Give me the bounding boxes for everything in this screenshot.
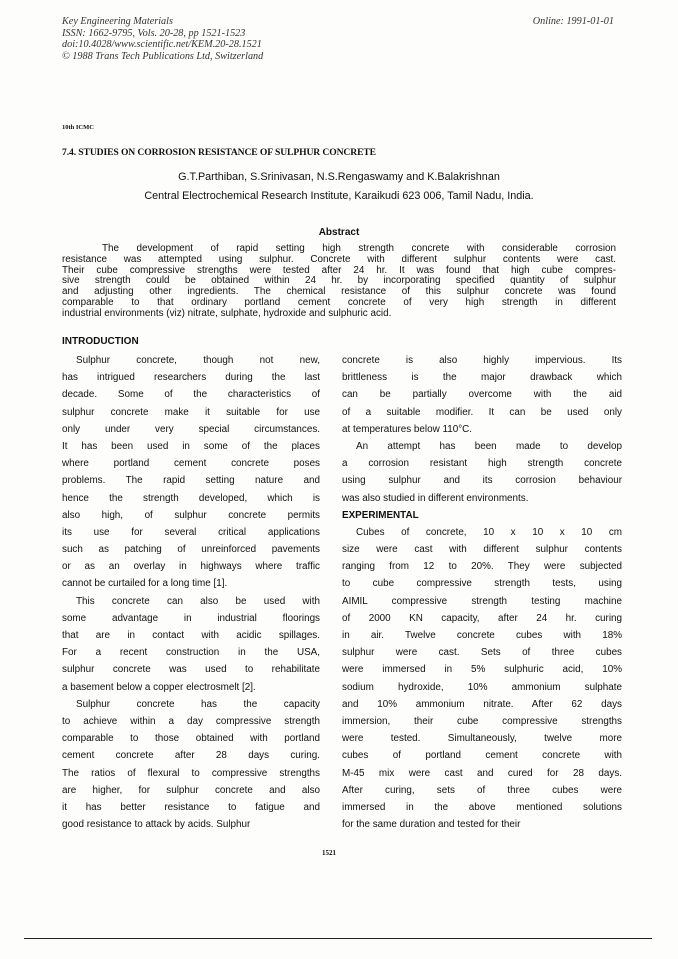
- text-line: immersed in the above mentioned solutions: [342, 801, 622, 813]
- text-line: its use for several critical applications: [62, 526, 320, 538]
- text-line: some advantage in industrial floorings: [62, 612, 320, 624]
- text-line: has intrigued researchers during the last: [62, 372, 320, 384]
- text-line: or as an overlay in highways where traffic: [62, 561, 320, 573]
- issn-line: ISSN: 1662-9795, Vols. 20-28, pp 1521-1523: [62, 27, 246, 39]
- text-line: This concrete can also be used with: [76, 595, 320, 607]
- text-line: for the same duration and tested for their: [342, 819, 521, 831]
- text-line: can be partially overcome with the aid: [342, 389, 622, 401]
- text-line: Sulphur concrete has the capacity: [76, 698, 320, 710]
- text-line: For a recent construction in the USA,: [62, 647, 320, 659]
- text-line: The ratios of flexural to compressive strengths: [62, 767, 320, 779]
- text-line: also high, of sulphur concrete permits: [62, 509, 320, 521]
- affiliation: Central Electrochemical Research Institute, Karaikudi 623 006, Tamil Nadu, India.: [144, 190, 534, 202]
- text-line: Cubes of concrete, 10 x 10 x 10 cm: [356, 526, 622, 538]
- text-line: such as patching of unreinforced pavements: [62, 544, 320, 556]
- text-line: it has better resistance to fatigue and: [62, 801, 320, 813]
- text-line: sulphur were cast. Sets of three cubes: [342, 647, 622, 659]
- text-line: that are in contact with acidic spillages.: [62, 630, 320, 641]
- abstract-line: resistance was attempted using sulphur. Concrete with different sulphur contents were cast.: [62, 253, 616, 265]
- text-line: cannot be curtailed for a long time [1].: [62, 578, 228, 590]
- authors: G.T.Parthiban, S.Srinivasan, N.S.Rengaswamy and K.Balakrishnan: [178, 171, 500, 183]
- online-date: Online: 1991-01-01: [532, 16, 614, 27]
- text-line: concrete is also highly impervious. Its: [342, 355, 622, 366]
- text-line: of 2000 KN capacity, after 24 hr. curing: [342, 612, 622, 624]
- text-line: sulphur concrete make it suitable for use: [62, 406, 320, 418]
- text-line: using sulphur and its corrosion behaviour: [342, 475, 622, 487]
- text-line: was also studied in different environments.: [342, 492, 529, 504]
- abstract-line: Their cube compressive strengths were tested after 24 hr. It was found that high cube compres-: [62, 264, 616, 276]
- text-line: size were cast with different sulphur contents: [342, 544, 622, 556]
- text-line: sodium hydroxide, 10% ammonium sulphate: [342, 681, 622, 693]
- text-line: at temperatures below 110°C.: [342, 423, 473, 435]
- text-line: where portland cement concrete poses: [62, 458, 320, 470]
- text-line: immersion, their cube compressive strengths: [342, 715, 622, 727]
- text-line: were tested. Simultaneously, twelve more: [342, 733, 622, 745]
- text-line: It has been used in some of the places: [62, 440, 320, 452]
- conference-mark: 10th ICMC: [62, 124, 94, 131]
- copyright-line: © 1988 Trans Tech Publications Ltd, Switzerland: [62, 50, 264, 62]
- text-line: were immersed in 5% sulphuric acid, 10%: [342, 664, 622, 676]
- text-line: are higher, for sulphur concrete and also: [62, 784, 320, 796]
- text-line: cement concrete after 28 days curing.: [62, 750, 320, 762]
- text-line: comparable to those obtained with portland: [62, 733, 320, 745]
- abstract-line: industrial environments (viz) nitrate, sulphate, hydroxide and sulphuric acid.: [62, 307, 392, 319]
- text-line: only under very special circumstances.: [62, 423, 320, 435]
- abstract-line: comparable to that ordinary portland cement concrete of very high strength in different: [62, 296, 616, 308]
- text-line: decade. Some of the characteristics of: [62, 389, 320, 401]
- text-line: brittleness is the major drawback which: [342, 372, 622, 384]
- text-line: M-45 mix were cast and cured for 28 days.: [342, 767, 622, 779]
- text-line: and 10% ammonium nitrate. After 62 days: [342, 698, 622, 710]
- text-line: of a suitable modifier. It can be used only: [342, 406, 622, 418]
- doi-line: doi:10.4028/www.scientific.net/KEM.20-28.1521: [62, 39, 262, 51]
- journal-name: Key Engineering Materials: [62, 16, 173, 27]
- text-line: Sulphur concrete, though not new,: [76, 355, 320, 366]
- text-line: cubes of portland cement concrete with: [342, 750, 622, 762]
- text-line: a corrosion resistant high strength concrete: [342, 458, 622, 470]
- text-line: to cube compressive strength tests, using: [342, 578, 622, 590]
- text-line: ranging from 12 to 20%. They were subjected: [342, 561, 622, 573]
- introduction-heading: INTRODUCTION: [62, 336, 139, 347]
- abstract-body: [62, 244, 616, 320]
- text-line: problems. The rapid setting nature and: [62, 475, 320, 487]
- left-text-column: [62, 352, 320, 833]
- abstract-line: and adjusting other ingredients. The chemical resistance of this sulphur concrete was found: [62, 286, 616, 298]
- text-line: good resistance to attack by acids. Sulphur: [62, 819, 251, 831]
- abstract-line: sive strength could be obtained within 24 hr. by incorporating specified quantity of sulphur: [62, 275, 616, 287]
- journal-header: [62, 16, 263, 62]
- page-number: 1521: [322, 849, 336, 857]
- right-text-column: [342, 352, 622, 833]
- paper-title: 7.4. STUDIES ON CORROSION RESISTANCE OF SULPHUR CONCRETE: [62, 147, 376, 158]
- text-line: An attempt has been made to develop: [356, 440, 622, 452]
- section-heading: EXPERIMENTAL: [342, 509, 419, 521]
- text-line: AIMIL compressive strength testing machine: [342, 595, 622, 607]
- footer-rule: [24, 938, 652, 939]
- text-line: sulphur concrete was used to rehabilitate: [62, 664, 320, 676]
- abstract-line: The development of rapid setting high strength concrete with considerable corrosion: [102, 243, 616, 254]
- text-line: After curing, sets of three cubes were: [342, 784, 622, 796]
- text-line: in air. Twelve concrete cubes with 18%: [342, 630, 622, 641]
- text-line: to achieve within a day compressive strength: [62, 715, 320, 727]
- abstract-heading: Abstract: [318, 227, 360, 238]
- text-line: a basement below a copper electrosmelt [2].: [62, 681, 256, 693]
- text-line: hence the strength developed, which is: [62, 492, 320, 504]
